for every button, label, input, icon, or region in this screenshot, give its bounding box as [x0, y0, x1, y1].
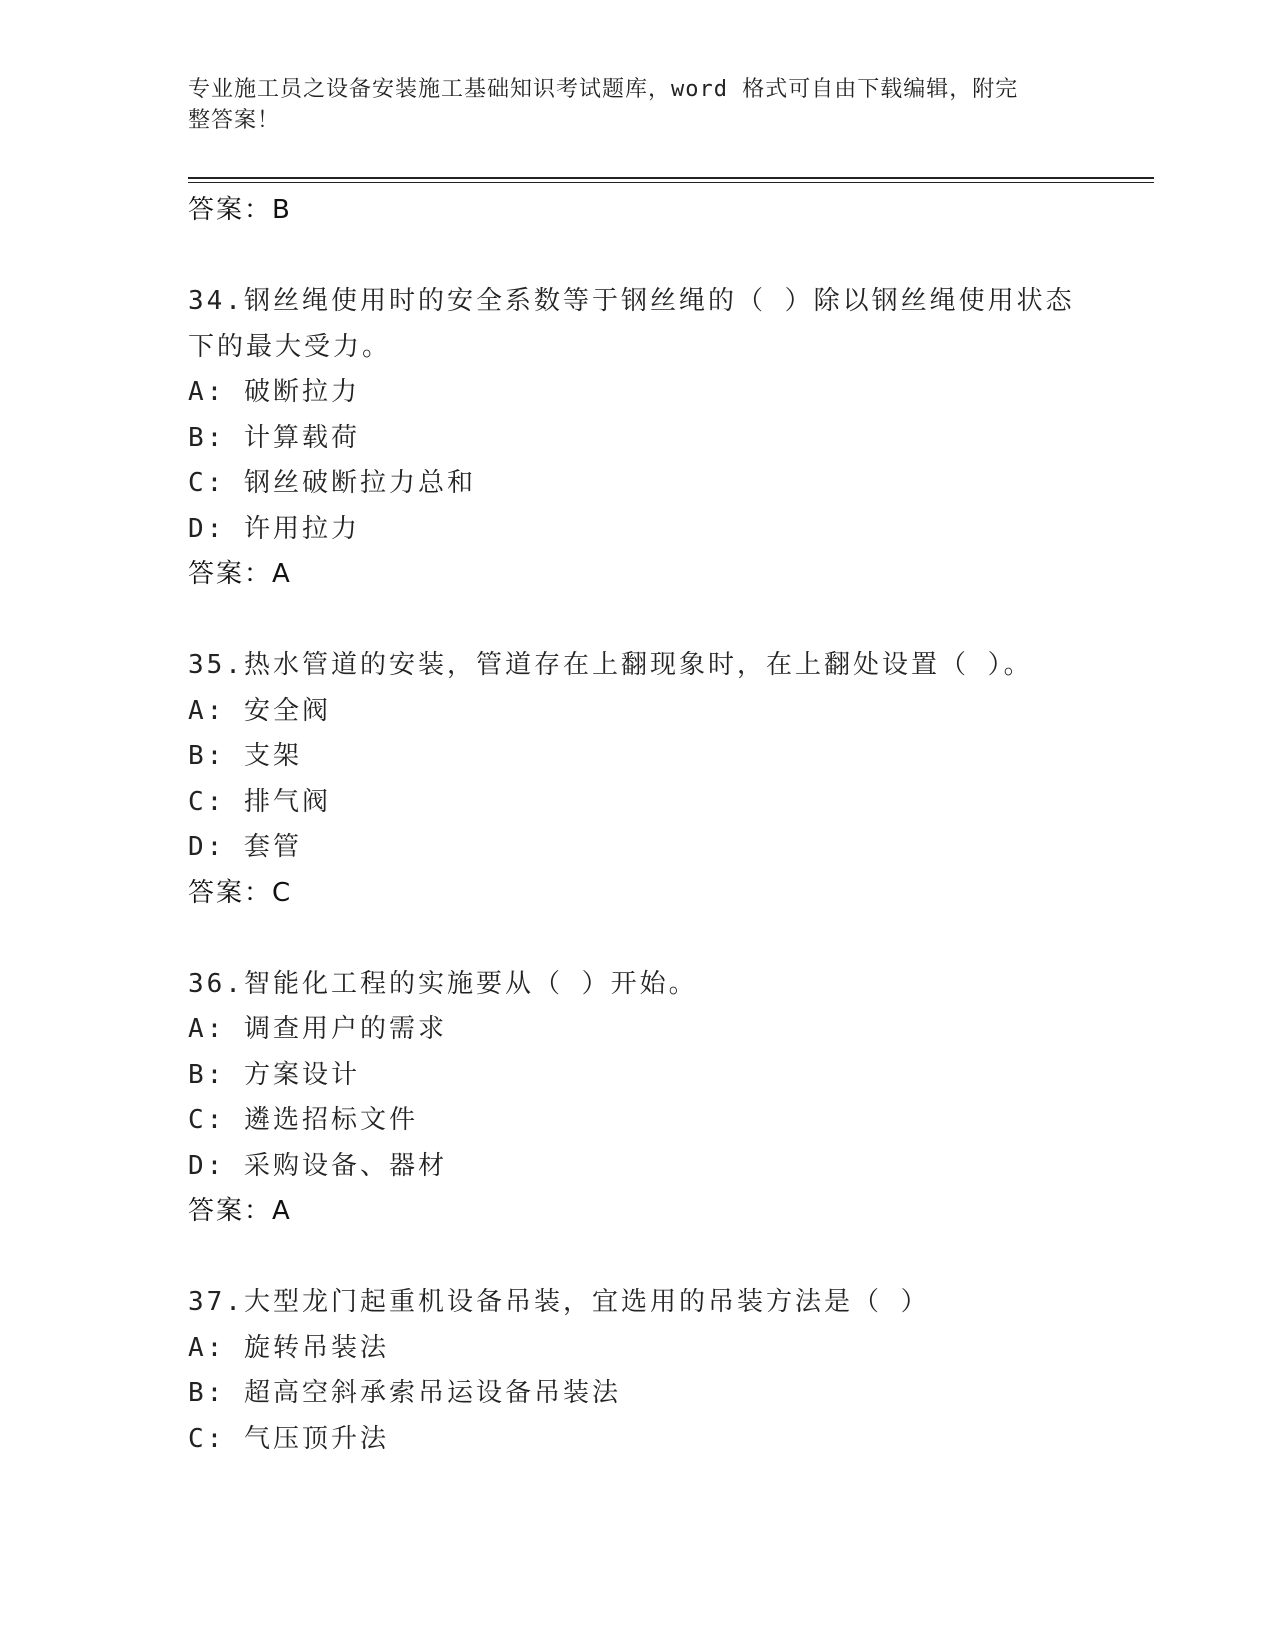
option-c: C: 遴选招标文件	[188, 1105, 418, 1135]
header-line-2: 整答案！	[188, 108, 281, 133]
option-d: D: 许用拉力	[188, 513, 360, 544]
option-d: D: 套管	[188, 832, 302, 862]
option-b: B: 方案设计	[188, 1059, 360, 1090]
question-36	[188, 962, 1088, 1235]
question-stem: 35.热水管道的安装，管道存在上翻现象时，在上翻处设置（ ）。	[188, 650, 1033, 680]
spacer	[188, 916, 1088, 962]
question-stem: 36.智能化工程的实施要从（ ）开始。	[188, 968, 698, 999]
question-stem: 34.钢丝绳使用时的安全系数等于钢丝绳的（ ）除以钢丝绳使用状态	[188, 286, 1075, 316]
previous-answer: 答案：B	[188, 195, 292, 225]
option-a: A: 安全阀	[188, 695, 331, 726]
header-line-1: 专业施工员之设备安装施工基础知识考试题库，word 格式可自由下载编辑，附完	[188, 77, 1019, 102]
option-d: D: 采购设备、器材	[188, 1150, 447, 1181]
answer: 答案：C	[188, 877, 293, 908]
option-c: C: 钢丝破断拉力总和	[188, 468, 476, 498]
answer: 答案：A	[188, 559, 292, 589]
option-a: A: 旋转吊装法	[188, 1332, 389, 1363]
question-stem-continued: 下的最大受力。	[188, 331, 392, 362]
spacer	[188, 1235, 1088, 1281]
answer: 答案：A	[188, 1196, 292, 1226]
option-a: A: 破断拉力	[188, 377, 360, 407]
document-header	[188, 74, 1068, 136]
option-b: B: 计算载荷	[188, 422, 360, 453]
question-34	[188, 279, 1088, 598]
option-a: A: 调查用户的需求	[188, 1014, 447, 1044]
option-c: C: 气压顶升法	[188, 1423, 389, 1454]
header-divider-thin	[188, 182, 1154, 183]
option-c: C: 排气阀	[188, 786, 331, 817]
header-divider-thick	[188, 177, 1154, 179]
spacer	[188, 598, 1088, 644]
question-37	[188, 1280, 1088, 1462]
question-stem: 37.大型龙门起重机设备吊装，宜选用的吊装方法是（ ）	[188, 1287, 930, 1317]
option-b: B: 超高空斜承索吊运设备吊装法	[188, 1378, 621, 1408]
spacer	[188, 234, 1088, 280]
option-b: B: 支架	[188, 741, 302, 771]
question-list	[188, 188, 1088, 1462]
question-35	[188, 643, 1088, 916]
